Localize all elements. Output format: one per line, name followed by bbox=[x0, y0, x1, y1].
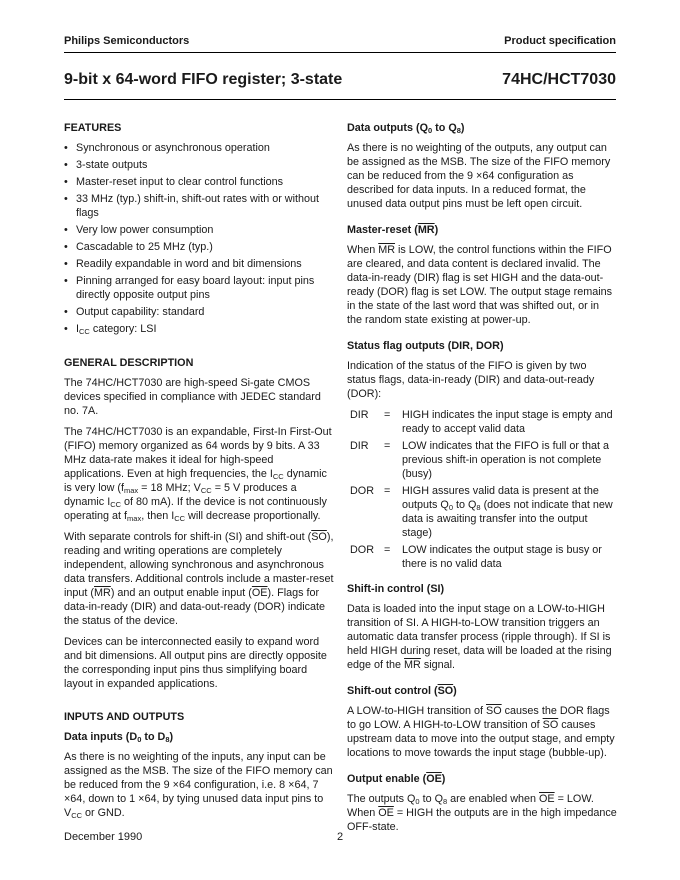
general-paragraph-3: With separate controls for shift-in (SI) and shift-out $(\overline{SO})$, reading and writing operations are completely independent, allowing synchronous and asynchronous data transfers. Additional controls include a master-reset input $(\overline{MR})$ and an output enable input $(\overline{OE})$. Flags for data-in-ready (DIR) and data-out-ready (DOR) indicate the status of the device. bbox=[64, 531, 334, 627]
output-enable-body: The outputs $Q_0$ to $Q_8$ are enabled when $\overline{OE}$ = LOW. When $\overline{OE}$ = HIGH the outputs are in the high impedance OFF-state. bbox=[347, 793, 617, 833]
title-rule bbox=[64, 99, 616, 100]
flag-description: LOW indicates that the FIFO is full or that a previous shift-in operation is not complete (busy) bbox=[402, 440, 610, 480]
part-number: 74HC/HCT7030 bbox=[502, 71, 616, 88]
shift-out-body: A LOW-to-HIGH transition of $\overline{SO}$ causes the DOR flags to go LOW. A HIGH-to-LOW transition of $\overline{SO}$ causes upstream data to move into the output stage, and empty locations to move towards the input stage (bubble-up). bbox=[347, 705, 615, 759]
page-number: 2 bbox=[337, 831, 344, 843]
feature-item: • Pinning arranged for easy board layout: input pins directly opposite output pins bbox=[64, 274, 334, 302]
left-column bbox=[64, 121, 334, 827]
general-paragraph-1: The 74HC/HCT7030 are high-speed Si-gate CMOS devices specified in compliance with JEDEC standard no. 7A. bbox=[64, 377, 321, 417]
document-title: 9-bit x 64-word FIFO register; 3-state bbox=[64, 71, 343, 88]
general-paragraph-4: Devices can be interconnected easily to expand word and bit dimensions. All output pins are directly opposite the corresponding input pins thus simplifying board layout in expanded applications. bbox=[64, 636, 327, 690]
flag-row bbox=[350, 439, 617, 484]
feature-item: • Very low power consumption bbox=[64, 223, 334, 237]
flag-equals: = bbox=[384, 544, 391, 556]
flag-row bbox=[350, 484, 617, 543]
master-reset-body: When $\overline{MR}$ is LOW, the control functions within the FIFO are cleared, and data content is declared invalid. The data-in-ready (DIR) flag is set HIGH and the data-out-ready (DOR) flag is set LOW. The output stage remains in the state of the last word that was shifted out, or in the random state existing at power-up. bbox=[347, 244, 613, 326]
footer-date: December 1990 bbox=[64, 831, 143, 843]
data-outputs-body: As there is no weighting of the outputs, any output can be assigned as the MSB. The size of the FIFO memory can be reduced from the 9 ×64 configuration as described for data inputs. In a reduced format, the unused data output pins must be left open circuit. bbox=[347, 142, 611, 210]
shift-in-heading: Shift-in control (SI) bbox=[347, 583, 445, 595]
status-flags-intro: Indication of the status of the FIFO is given by two status flags, data-in-ready (DIR) and data-out-ready (DOR): bbox=[347, 360, 595, 400]
flag-row bbox=[350, 408, 617, 439]
data-inputs-body: As there is no weighting of the inputs, any input can be assigned as the MSB. The size of the FIFO memory can be reduced from the 9 ×64 configuration, i.e. 8 ×64, 7 ×64, down to 1 ×64, by tying unused data input pins to $V_{CC}$ or GND. bbox=[64, 751, 333, 820]
company-name: Philips Semiconductors bbox=[64, 35, 190, 47]
flag-key: DOR bbox=[350, 544, 374, 556]
features-list bbox=[64, 141, 334, 336]
status-flags-heading: Status flag outputs (DIR, DOR) bbox=[347, 340, 504, 352]
data-inputs-heading: Data inputs ($D_0$ to $D_8$) bbox=[64, 731, 174, 744]
features-section bbox=[64, 121, 334, 336]
shift-out-heading: Shift-out control (SO) bbox=[347, 685, 457, 697]
document-type: Product specification bbox=[504, 35, 616, 47]
feature-item: • Readily expandable in word and bit dimensions bbox=[64, 257, 334, 271]
data-outputs-section bbox=[347, 121, 617, 211]
feature-item: • Synchronous or asynchronous operation bbox=[64, 141, 334, 155]
shift-in-section bbox=[347, 582, 617, 672]
flag-equals: = bbox=[384, 440, 391, 452]
flag-key: DIR bbox=[350, 409, 369, 421]
flag-key: DIR bbox=[350, 440, 369, 452]
shift-in-body: Data is loaded into the input stage on a LOW-to-HIGH transition of SI. A HIGH-to-LOW transition triggers an automatic data transfer process (ripple through). If SI is held HIGH during reset, data will be loaded at the rising edge of the $\overline{MR}$ signal. bbox=[347, 603, 612, 671]
master-reset-heading: Master-reset (MR) bbox=[347, 224, 439, 236]
feature-item-icc: • $I_{CC}$ category: LSI bbox=[64, 322, 334, 336]
features-heading: FEATURES bbox=[64, 122, 122, 134]
general-description-section bbox=[64, 356, 334, 691]
header-rule bbox=[64, 52, 616, 53]
feature-item: • 3-state outputs bbox=[64, 158, 334, 172]
shift-out-section bbox=[347, 684, 617, 760]
status-flags-table bbox=[350, 408, 617, 574]
flag-key: DOR bbox=[350, 485, 374, 497]
flag-equals: = bbox=[384, 409, 391, 421]
flag-description: HIGH assures valid data is present at the outputs $Q_0$ to $Q_8$ (does not indicate that new data is awaiting transfer into the output stage) bbox=[402, 485, 613, 539]
right-column bbox=[347, 121, 617, 841]
feature-item: • Output capability: standard bbox=[64, 305, 334, 319]
feature-item: • 33 MHz (typ.) shift-in, shift-out rates with or without flags bbox=[64, 192, 334, 220]
flag-equals: = bbox=[384, 485, 391, 497]
inputs-outputs-section bbox=[64, 710, 334, 820]
inputs-outputs-heading: INPUTS AND OUTPUTS bbox=[64, 711, 185, 723]
general-paragraph-2: The 74HC/HCT7030 is an expandable, First-In First-Out (FIFO) memory organized as 64 words by 9 bits. A 33 MHz data-rate makes it ideal for high-speed applications. Even at high frequencies, the $I_{CC}$ dynamic is very low ($f_{max} = 18$ MHz; $V_{CC} = 5$ V produces a dynamic $I_{CC}$ of 80 mA). If the device is not continuously operating at $f_{max}$, then $I_{CC}$ will decrease proportionally. bbox=[64, 426, 332, 523]
status-flags-section bbox=[347, 339, 617, 574]
flag-description: LOW indicates the output stage is busy or there is no valid data bbox=[402, 544, 602, 570]
data-outputs-heading: Data outputs ($Q_0$ to $Q_8$) bbox=[347, 122, 465, 135]
output-enable-heading: Output enable (OE) bbox=[347, 773, 446, 785]
flag-description: HIGH indicates the input stage is empty and ready to accept valid data bbox=[402, 409, 613, 435]
general-description-heading: GENERAL DESCRIPTION bbox=[64, 357, 194, 369]
feature-item: • Cascadable to 25 MHz (typ.) bbox=[64, 240, 334, 254]
master-reset-section bbox=[347, 223, 617, 327]
flag-row bbox=[350, 543, 617, 574]
output-enable-section bbox=[347, 772, 617, 834]
feature-item: • Master-reset input to clear control functions bbox=[64, 175, 334, 189]
